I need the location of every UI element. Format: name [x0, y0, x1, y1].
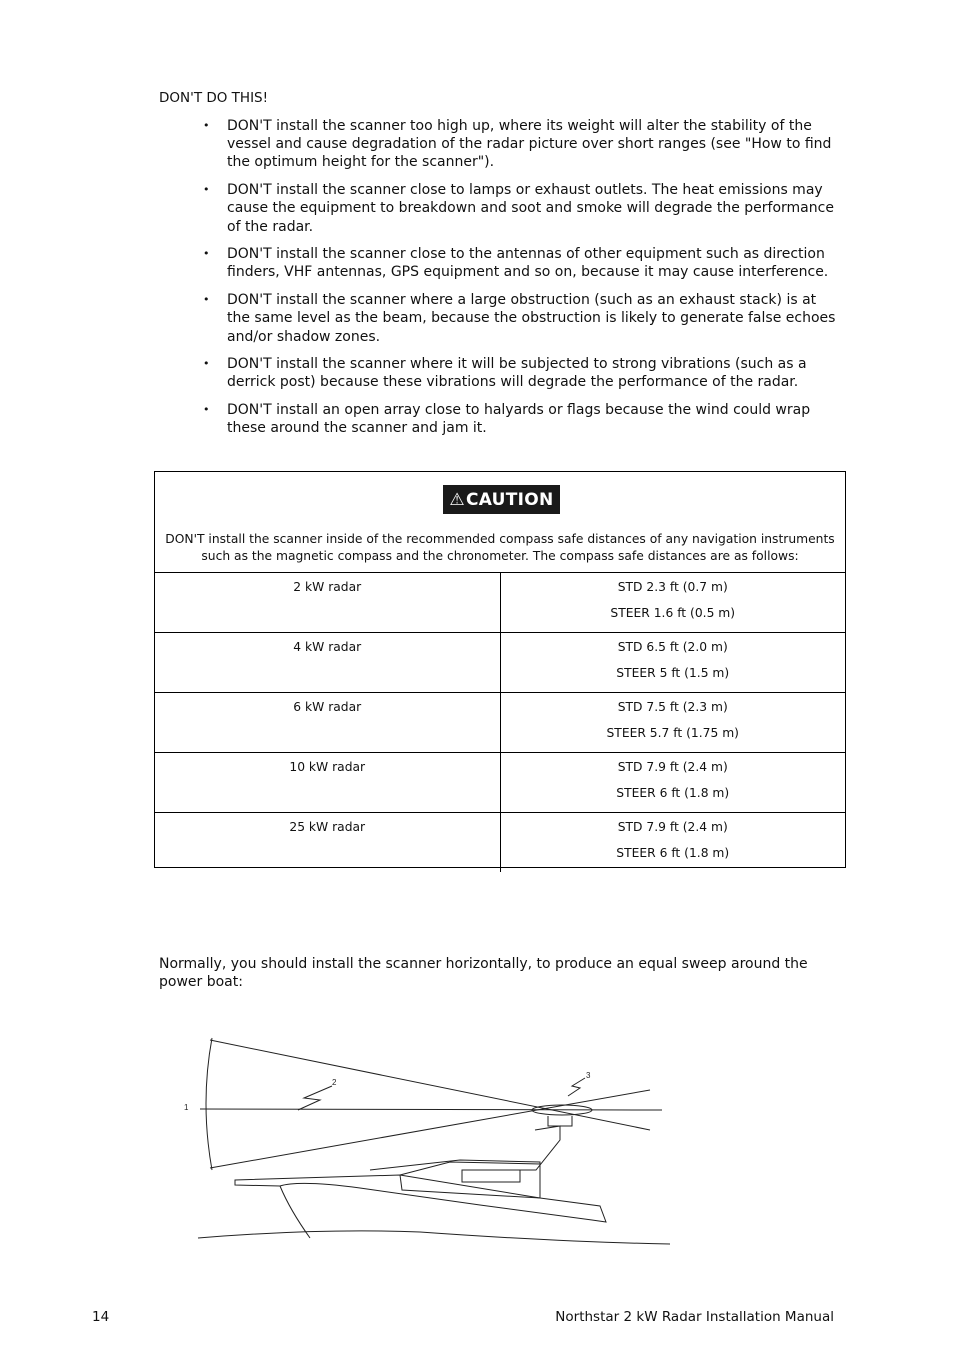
radar-cell: 6 kW radar	[155, 693, 500, 753]
radar-cell: 25 kW radar	[155, 813, 500, 873]
table-row	[155, 693, 845, 753]
list-item: • DON'T install the scanner where it will be subjected to strong vibrations (such as a derrick post) because these vibrations will degrade the performance of the radar.	[203, 356, 807, 391]
beam-upper-line	[210, 1040, 650, 1130]
table-row	[155, 753, 845, 813]
list-item: • DON'T install the scanner close to lamps or exhaust outlets. The heat emissions may cause the equipment to breakdown and soot and smoke will degrade the performance of the radar.	[203, 182, 834, 235]
bullet-icon: •	[203, 183, 210, 197]
figure-label-2: 2	[332, 1078, 337, 1087]
beam-lower-line	[210, 1090, 650, 1168]
hull-bow-curve	[280, 1186, 310, 1238]
compass-safe-distance-table	[155, 573, 845, 872]
caution-text: DON'T install the scanner inside of the recommended compass safe distances of any navigation instruments such as the magnetic compass and the chronometer. The compass safe distances are as follows:	[165, 532, 835, 563]
body-paragraph: Normally, you should install the scanner horizontally, to produce an equal sweep around the power boat:	[159, 956, 808, 990]
radar-cell: 4 kW radar	[155, 633, 500, 693]
table-row	[155, 633, 845, 693]
page-number: 14	[92, 1309, 110, 1325]
distance-cell: STD 7.9 ft (2.4 m) STEER 6 ft (1.8 m)	[500, 753, 845, 813]
manual-title: Northstar 2 kW Radar Installation Manual	[555, 1309, 834, 1325]
distance-cell: STD 7.5 ft (2.3 m) STEER 5.7 ft (1.75 m)	[500, 693, 845, 753]
bullet-icon: •	[203, 293, 210, 307]
horizontal-axis-line	[200, 1109, 662, 1110]
list-item: • DON'T install the scanner too high up, where its weight will alter the stability of the vessel and cause degradation of the radar picture over short ranges (see "How to find the optimum height for the scanner").	[203, 118, 832, 171]
figure-label-1: 1	[184, 1103, 189, 1112]
boat-cabin-roof	[370, 1160, 540, 1170]
distance-cell: STD 2.3 ft (0.7 m) STEER 1.6 ft (0.5 m)	[610, 580, 736, 620]
distance-cell: STD 7.9 ft (2.4 m) STEER 6 ft (1.8 m)	[500, 813, 845, 873]
cabin-window	[462, 1170, 520, 1182]
list-item: • DON'T install the scanner where a large obstruction (such as an exhaust stack) is at the same level as the beam, because the obstruction is likely to generate false echoes and/or shadow zones.	[203, 292, 836, 345]
figure-label-3: 3	[586, 1071, 591, 1080]
bullet-icon: •	[203, 403, 210, 417]
waterline	[198, 1231, 670, 1244]
label-leader-3	[568, 1078, 585, 1096]
bullet-icon: •	[203, 119, 210, 132]
caution-badge: ⚠ CAUTION	[443, 485, 560, 514]
section-heading: DON'T DO THIS!	[159, 90, 269, 106]
boat-hull	[235, 1175, 606, 1222]
table-row	[155, 813, 845, 873]
label-leader-2	[298, 1086, 332, 1110]
distance-cell: STD 6.5 ft (2.0 m) STEER 5 ft (1.5 m)	[500, 633, 845, 693]
boat-cabin	[400, 1162, 540, 1198]
caution-box	[154, 471, 846, 868]
bullet-icon: •	[203, 247, 210, 261]
scanner-installation-figure	[180, 1030, 680, 1250]
caution-header	[155, 472, 845, 573]
dont-list	[203, 117, 843, 447]
beam-arc	[206, 1038, 212, 1170]
list-item: • DON'T install an open array close to halyards or flags because the wind could wrap these around the scanner and jam it.	[203, 402, 811, 437]
table-row	[155, 573, 845, 633]
list-item: • DON'T install the scanner close to the antennas of other equipment such as direction finders, VHF antennas, GPS equipment and so on, because it may cause interference.	[203, 246, 829, 281]
bullet-icon: •	[203, 357, 210, 371]
radar-cell: 2 kW radar	[155, 573, 500, 633]
radar-cell: 10 kW radar	[155, 753, 500, 813]
warning-triangle-icon: ⚠	[449, 489, 465, 510]
scanner-pedestal	[548, 1116, 572, 1126]
